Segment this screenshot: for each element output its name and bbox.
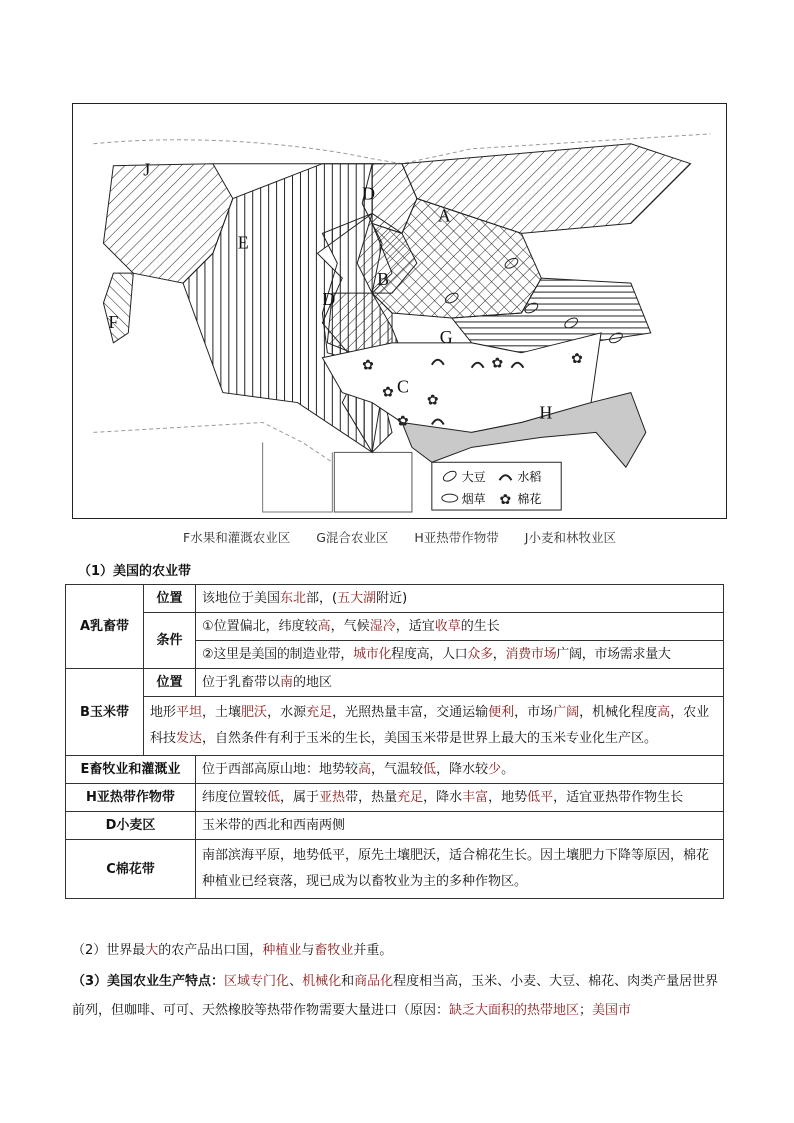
caption-f: F水果和灌溉农业区 (183, 530, 291, 545)
svg-text:大豆: 大豆 (461, 470, 486, 485)
region-label-e: E (237, 232, 249, 253)
row-e-text: 位于西部高原山地：地势较高，气温较低，降水较少。 (196, 756, 724, 784)
region-f (103, 273, 133, 343)
svg-text:水稻: 水稻 (517, 470, 542, 485)
region-label-g: G (439, 326, 453, 347)
region-label-d: D (362, 183, 376, 204)
svg-text:✿: ✿ (499, 492, 512, 509)
row-b-loc-label: 位置 (144, 669, 196, 697)
section3: （3）美国农业生产特点：区域专门化、机械化和商品化程度相当高，玉米、小麦、大豆、棉花、肉类产量居世界前列，但咖啡、可可、天然橡胶等热带作物需要大量进口（原因：缺乏大面积的热带地区；美国市 (72, 974, 719, 1018)
row-h-name: H亚热带作物带 (66, 784, 196, 812)
svg-text:烟草: 烟草 (461, 492, 486, 507)
row-c-name: C棉花带 (66, 840, 196, 899)
usa-agriculture-map (72, 103, 727, 519)
row-d-text: 玉米带的西北和西南两侧 (196, 812, 724, 840)
row-b-loc: 位于乳畜带以南的地区 (196, 669, 724, 697)
section1-title: （1）美国的农业带 (78, 564, 192, 579)
row-a-name: A乳畜带 (66, 585, 144, 669)
caption-h: H亚热带作物带 (414, 530, 499, 545)
section2: （2）世界最大的农产品出口国，种植业与畜牧业并重。 (72, 943, 393, 958)
region-label-b: B (377, 269, 390, 290)
row-a-loc: 该地位于美国东北部，(五大湖附近) (196, 585, 724, 613)
svg-text:✿: ✿ (397, 413, 409, 430)
row-h-text: 纬度位置较低，属于亚热带，热量充足，降水丰富，地势低平，适宜亚热带作物生长 (196, 784, 724, 812)
row-a-cond-label: 条件 (144, 613, 196, 669)
svg-text:✿: ✿ (571, 350, 583, 367)
svg-text:✿: ✿ (426, 392, 439, 409)
row-e-name: E畜牧业和灌溉业 (66, 756, 196, 784)
row-c-text: 南部滨海平原，地势低平，原先土壤肥沃，适合棉花生长。因土壤肥力下降等原因，棉花种植业已经衰落，现已成为以畜牧业为主的多种作物区。 (196, 840, 724, 899)
map-caption (72, 528, 727, 546)
svg-text:✿: ✿ (362, 357, 374, 374)
region-label-j: J (143, 159, 151, 180)
row-a-cond2: ②这里是美国的制造业带，城市化程度高，人口众多，消费市场广阔，市场需求量大 (196, 641, 724, 669)
svg-text:✿: ✿ (491, 355, 504, 372)
row-a-loc-label: 位置 (144, 585, 196, 613)
region-label-c: C (397, 376, 409, 397)
caption-j: J小麦和林牧业区 (524, 530, 616, 545)
region-label-d: D (322, 289, 336, 310)
agri-belt-table (65, 584, 724, 899)
row-b-name: B玉米带 (66, 669, 144, 756)
row-d-name: D小麦区 (66, 812, 196, 840)
caption-g: G混合农业区 (316, 530, 389, 545)
svg-text:棉花: 棉花 (517, 492, 542, 507)
svg-text:✿: ✿ (382, 384, 394, 401)
region-label-a: A (437, 205, 451, 226)
row-b-cond: 地形平坦，土壤肥沃，水源充足，光照热量丰富，交通运输便利，市场广阔，机械化程度高，农业科技发达，自然条件有利于玉米的生长，美国玉米带是世界上最大的玉米专业化生产区。 (144, 697, 724, 756)
region-label-f: F (108, 311, 119, 332)
region-label-h: H (539, 402, 553, 423)
row-a-cond1: ①位置偏北，纬度较高，气候湿冷，适宜收草的生长 (196, 613, 724, 641)
map-legend (432, 462, 561, 510)
